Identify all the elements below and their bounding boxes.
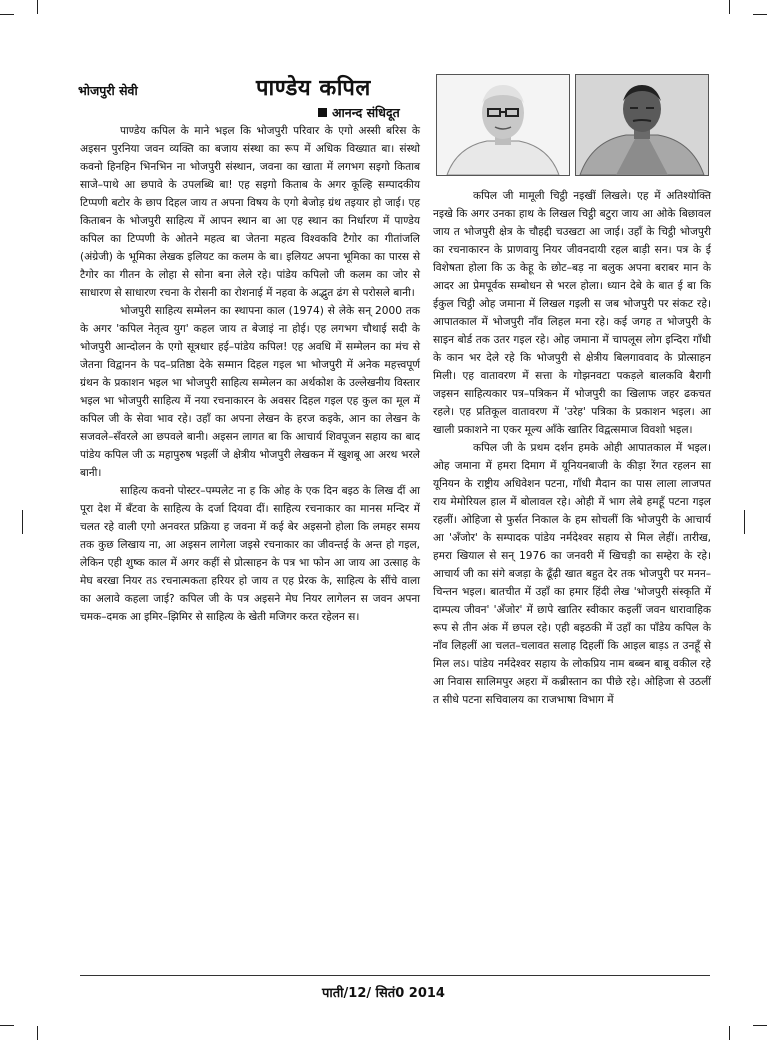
section-label: भोजपुरी सेवी	[78, 83, 138, 98]
crop-mark	[37, 1026, 38, 1040]
crop-mark	[744, 510, 745, 534]
crop-mark	[729, 1026, 730, 1040]
crop-mark	[729, 0, 730, 14]
author-name: आनन्द संधिदूत	[332, 105, 400, 120]
paragraph: भोजपुरी साहित्य सम्मेलन का स्थापना काल (1974) से लेके सन् 2000 तक के अगर 'कपिल नेतृत्व युग' कहल जाय त बेजाइं ना होई। एह लगभग चौथाई सदी के भोजपुरी आन्दोलन के एगो सूत्रधार हई–पांडेय कपिल! एह अवधि में सम्मेलन का मंच से जेतना विद्वानन के पद–प्रतिष्ठा देके सम्मान दिहल गइल भा भोजपुरी में अनेक महत्त्वपूर्ण ग्रंथन के प्रकाशन भइल भा भोजपुरी साहित्य सम्मेलन का अर्थकोश के उल्लेखनीय विस्तार भइल भा भोजपुरी साहित्य में नया रचनाकारन के अवसर दिहल गइल एह कुल का मूल में कपिल जी के सेवा भाव रहे। उहाँ का अपना लेखन के हरज कइके, आन का लेखन के सजवले–सँवरले आ छपवले बानी। अइसन लागत बा कि आचार्य शिवपूजन सहाय का बाद पांडेय कपिल जी ऊ महापुरुष भइलीं जे क्षेत्रीय भोजपुरी लेखकन में खुशबू आ अरथ भरले बानी।	[80, 305, 420, 479]
portrait-man	[575, 74, 709, 176]
crop-mark	[22, 510, 23, 534]
article-column-left	[80, 122, 420, 626]
crop-mark	[0, 1025, 14, 1026]
paragraph: साहित्य कवनो पोस्टर–पम्पलेट ना ह कि ओह के एक दिन बइठ के लिख दीं आ पूरा देश में बँटवा के साहित्य के दर्जा दियवा दीं। साहित्य रचनाकार का मानस मन्दिर में चलत रहे वाली एगो अनवरत प्रक्रिया ह जवना में कई बेर अइसनो होला कि लमहर समय तक कुछ लिखाय ना, आ अइसन लागेला जइसे रचनाकार का जीवन्तई के अन्त हो गइल, लेकिन एही शुष्क काल में अगर कहीं से प्रोत्साहन के पत्र भा फोन आ जाय आ उत्साह के मेघ बरखा नियर तऽ रचनात्मकता हरियर हो जाय त एह प्रेरक के, साहित्य के सींचे वाला का अलावे कहला जाई? कपिल जी के पत्र अइसने मेघ नियर लागेलन स जवन अपना चमक–दमक आ इमिर–झिमिर से साहित्य के खेती मजिगर करत रहेलन स।	[80, 485, 420, 623]
portrait-elderly-man	[436, 74, 570, 176]
crop-mark	[37, 0, 38, 14]
crop-mark	[753, 14, 767, 15]
article-column-right	[433, 187, 711, 709]
crop-mark	[0, 14, 14, 15]
footer-divider	[80, 975, 710, 976]
page-footer: पाती/12/ सितं0 2014	[322, 986, 445, 1001]
crop-mark	[753, 1025, 767, 1026]
article-title: पाण्डेय कपिल	[256, 76, 371, 101]
square-bullet-icon	[318, 108, 327, 117]
paragraph: पाण्डेय कपिल के माने भइल कि भोजपुरी परिवार के एगो अस्सी बरिस के अइसन पुरनिया जवन व्यक्ति का बजाय संस्था का रूप में अधिक विख्यात बा। संस्थो कवनो हिनहिन भिनभिन ना भोजपुरी संस्थान, जवना का खाता में लगभग सइगो किताब साजे–पाथे आ छपावे के उपलब्धि बा! एह सइगो किताब के अगर कूल्हि सम्पादकीय टिप्पणी बटोर के छाप दिहल जाय त अपना विषय के एगो बेजोड़ ग्रंथ तइयार हो जाई। एह किताबन के भोजपुरी साहित्य में आपन स्थान बा आ एह स्थान का निर्धारण में पाण्डेय कपिल का टिप्पणी के ओतने महत्व बा जेतना महत्व विश्वकवि टैगोर का गीतांजलि (अंग्रेजी) के भूमिका लेखक इलियट का कलम के बा। इलियट अपना भूमिका का पारस से टैगोर का गीतन के लोहा से सोना बना लेले रहे। पांडेय कपिलो जी कलम का जोर से साधारण से साधारण रचना के रोसनी का रोशनाई में नहवा के अद्भुत ढंग से परोसले बानी।	[80, 125, 421, 299]
author-byline	[318, 104, 400, 121]
paragraph: कपिल जी मामूली चिट्ठी नइखीं लिखले। एह में अतिश्योक्ति नइखे कि अगर उनका हाथ के लिखल चिट्ठी बटुरा जाय आ ओके बिछावल जाय त भोजपुरी क्षेत्र के चौहद्दी चउखटा आ जाई। उहाँ के चिट्ठी भोजपुरी का रचनाकारन के प्राणवायु नियर जीवनदायी रहल बाड़ी सन। पत्र के ई विशेषता होला कि ऊ केहू के छोट–बड़ ना बलुक अपना बराबर मान के आदर आ प्रेमपूर्वक सम्बोधन से भरल होला। ध्यान देबे के बात ई बा कि ईकुल चिट्ठी ओह जमाना में लिखल गइली स जब भोजपुरी पर संकट रहे। आपातकाल में भोजपुरी नाँव लिहल मना रहे। कई जगह त भोजपुरी के साइन बोर्ड तक उतर गइल रहे। ओह जमाना में चापलूस लोग इन्दिरा गाँधी के कान भर देले रहे कि भोजपुरी से क्षेत्रीय बिलगाववाद के प्रोत्साहन मिली। एह वातावरण में सत्ता के गोझनवटा पकड़ले बालकवि बैरागी जइसन साहित्यकार पत्र–पत्रिकन में भोजपुरी का खिलाफ जहर ढकचत रहले। एह प्रतिकूल वातावरण में 'उरेह' पत्रिका के प्रकाशन भइल। आ खाली प्रकाशने ना एकर मूल्य आँके खातिर विद्वत्समाज विवशो भइल।	[433, 190, 711, 436]
paragraph: कपिल जी के प्रथम दर्शन हमके ओही आपातकाल में भइल। ओह जमाना में हमरा दिमाग में यूनियनबाजी के कीड़ा रेंगत रहलन सा यूनियन के राष्ट्रीय अधिवेशन पटना, गाँधी मैदान का पास लाला लाजपत राय मेमोरियल हाल में बोलावल रहे। ओही में भाग लेबे हमहूँ पटना गइल रहलीं। ओहिजा से फुर्सत निकाल के हम सोचलीं कि भोजपुरी के आचार्य आ 'अँजोर' के सम्पादक पांडेय नर्मदेश्वर सहाय से मिल लेहीं। तारीख, हमरा खियाल से सन् 1976 का जनवरी में खिचड़ी का सम्हेरा के रहे। आचार्य जी का संगे बजड़ा के ढूँढ़ी खात बहुत देर तक भोजपुरी पर मनन–चिन्तन भइल। बातचीत में उहाँ का हमार हिंदी लेख 'भोजपुरी संस्कृति में दाम्पत्य जीवन' 'अँजोर' में छापे खातिर स्वीकार कइलीं जवन धारावाहिक रूप से तीन अंक में छपल रहे। एही बइठकी में उहाँ का पाँडेय कपिल के नाँव लिहलीं आ चलत–चलावत सलाह दिहलीं कि आइल बाड़ऽ त उनहूँ से मिल लऽ। पांडेय नर्मदेश्वर सहाय के लोकप्रिय नाम बब्बन बाबू वकील रहे आ निवास सालिमपुर अहरा में कब्रीस्तान का पीछे रहे। ओहिजा से उठलीं त सीधे पटना सचिवालय का राजभाषा विभाग में	[433, 442, 711, 706]
